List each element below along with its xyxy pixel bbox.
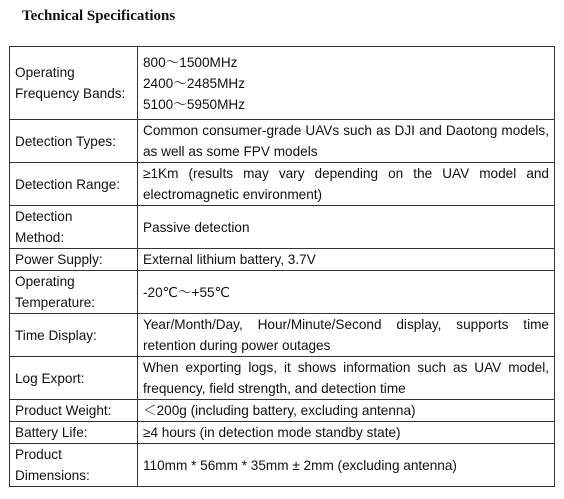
- spec-row: [10, 47, 555, 120]
- spec-value: [138, 400, 555, 422]
- spec-value: [138, 47, 555, 120]
- spec-label: [10, 422, 138, 444]
- spec-label-line: Log Export:: [15, 370, 85, 386]
- spec-row: [10, 400, 555, 422]
- spec-label-line: Detection Types:: [15, 133, 117, 149]
- spec-value: [138, 357, 555, 400]
- spec-value-line: Common consumer-grade UAVs such as DJI and Daotong models, as well as some FPV models: [143, 123, 549, 159]
- spec-label: [10, 163, 138, 206]
- spec-value: [138, 314, 555, 357]
- spec-row: [10, 314, 555, 357]
- spec-label: [10, 206, 138, 249]
- spec-label-line: Product Weight:: [15, 403, 112, 418]
- spec-table-body: [10, 47, 555, 487]
- spec-value-line: ＜200g (including battery, excluding antenna): [143, 403, 416, 418]
- spec-label: [10, 120, 138, 163]
- spec-row: [10, 163, 555, 206]
- spec-row: [10, 357, 555, 400]
- spec-label: [10, 271, 138, 314]
- spec-label-line: Dimensions:: [15, 468, 90, 483]
- spec-label-line: Time Display:: [15, 327, 97, 343]
- spec-row: [10, 271, 555, 314]
- spec-value-line: Passive detection: [143, 219, 250, 235]
- spec-label: [10, 444, 138, 487]
- spec-row: [10, 120, 555, 163]
- spec-row: [10, 444, 555, 487]
- spec-label-line: Battery Life:: [15, 425, 88, 440]
- spec-value: [138, 249, 555, 271]
- spec-value-line: ≥4 hours (in detection mode standby state): [143, 425, 401, 440]
- spec-row: [10, 206, 555, 249]
- spec-label-line: Detection Range:: [15, 176, 121, 192]
- spec-value: [138, 120, 555, 163]
- spec-value-line: External lithium battery, 3.7V: [143, 252, 316, 267]
- spec-label-line: Power Supply:: [15, 252, 103, 267]
- spec-value-line: Year/Month/Day, Hour/Minute/Second display, supports time retention during power outages: [143, 317, 549, 353]
- spec-value: [138, 271, 555, 314]
- spec-label-line: Product: [15, 447, 62, 462]
- spec-label-line: Operating: [15, 65, 75, 80]
- spec-value: [138, 422, 555, 444]
- spec-label: [10, 47, 138, 120]
- spec-value-line: -20℃～+55℃: [143, 284, 230, 300]
- spec-row: [10, 249, 555, 271]
- spec-value-line: 800～1500MHz: [143, 54, 238, 70]
- spec-value: [138, 163, 555, 206]
- spec-value-line: When exporting logs, it shows information such as UAV model, frequency, field strength, and detection time: [143, 360, 549, 396]
- spec-label: [10, 249, 138, 271]
- spec-label-line: Temperature:: [15, 295, 96, 310]
- spec-label: [10, 400, 138, 422]
- spec-label: [10, 357, 138, 400]
- spec-row: [10, 422, 555, 444]
- spec-label-line: Frequency Bands:: [15, 86, 126, 101]
- spec-value: [138, 206, 555, 249]
- spec-label-line: Method:: [15, 230, 65, 245]
- spec-value: [138, 444, 555, 487]
- spec-value-line: 2400～2485MHz: [143, 75, 246, 91]
- spec-value-line: 110mm * 56mm * 35mm ± 2mm (excluding antenna): [143, 457, 457, 473]
- spec-label: [10, 314, 138, 357]
- spec-value-line: ≥1Km (results may vary depending on the UAV model and electromagnetic environment): [143, 166, 549, 202]
- spec-label-line: Detection: [15, 209, 73, 224]
- spec-table: [9, 46, 555, 487]
- spec-value-line: 5100～5950MHz: [143, 96, 246, 112]
- page-title: Technical Specifications: [22, 8, 176, 24]
- spec-label-line: Operating: [15, 274, 75, 289]
